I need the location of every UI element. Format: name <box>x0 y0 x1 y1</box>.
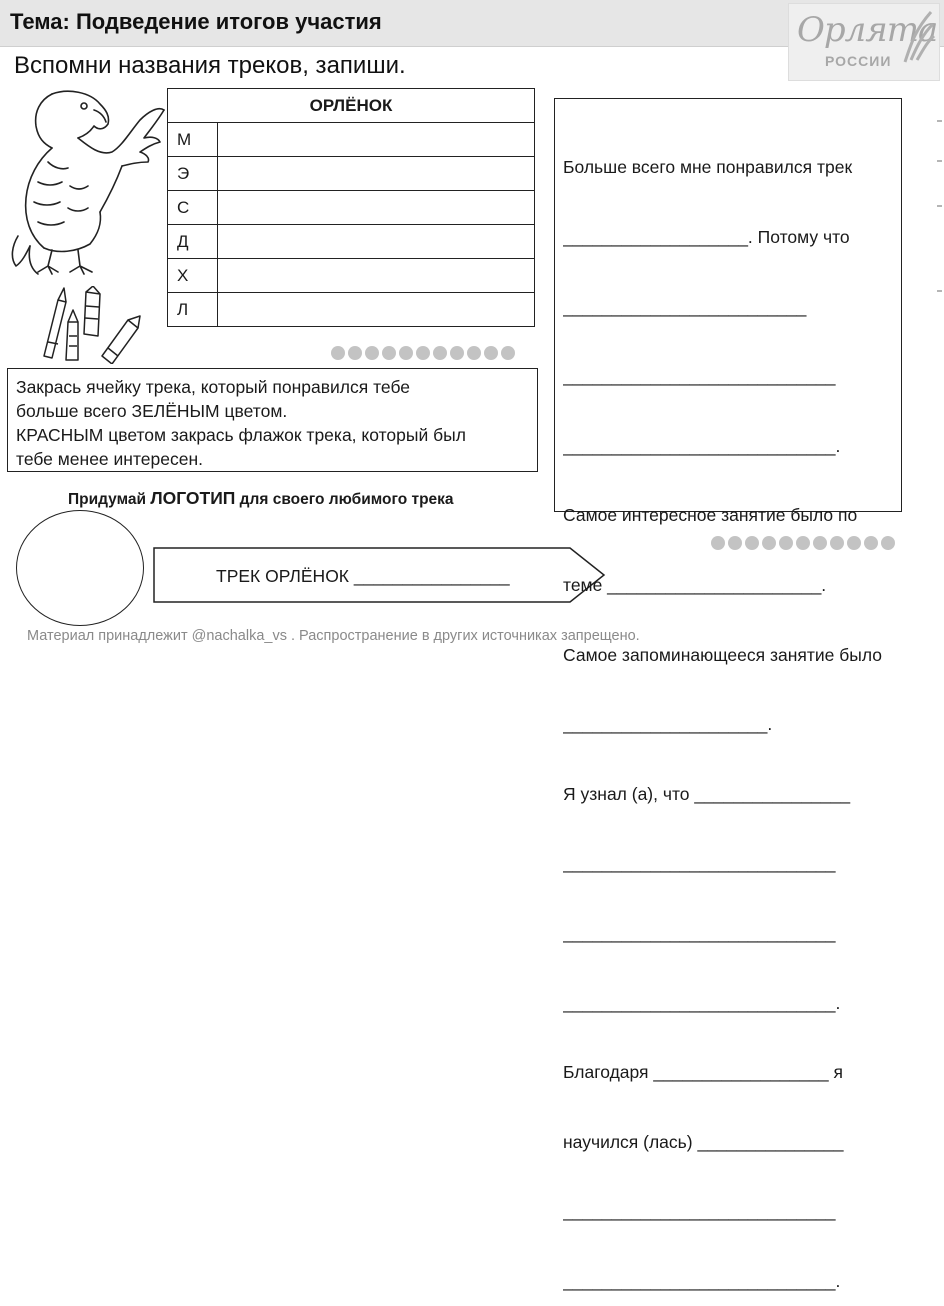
edge-mark <box>937 290 942 292</box>
dot-icon <box>365 346 379 360</box>
dot-icon <box>484 346 498 360</box>
track-name-cell[interactable] <box>218 191 535 225</box>
dot-icon <box>399 346 413 360</box>
copyright-footer: Материал принадлежит @nachalka_vs . Распространение в других источниках запрещено. <box>27 628 640 644</box>
dot-icon <box>331 346 345 360</box>
track-letter: С <box>168 191 218 225</box>
dot-icon <box>467 346 481 360</box>
instruction-line: больше всего ЗЕЛЁНЫМ цветом. <box>16 401 288 421</box>
reflection-line[interactable]: ____________________________ <box>563 853 836 874</box>
page-title: Тема: Подведение итогов участия <box>10 9 382 34</box>
edge-mark <box>937 160 942 162</box>
reflection-line: Самое запоминающееся занятие было <box>563 644 882 665</box>
logo-task-before: Придумай <box>68 491 151 508</box>
table-row <box>168 191 535 225</box>
dot-icon <box>433 346 447 360</box>
eagle-illustration-icon <box>8 86 168 276</box>
table-row <box>168 123 535 157</box>
track-table-title: ОРЛЁНОК <box>168 89 535 123</box>
instructions-box <box>7 368 538 472</box>
table-row <box>168 225 535 259</box>
dot-icon <box>450 346 464 360</box>
logo-task-after: для своего любимого трека <box>235 491 454 508</box>
track-label[interactable]: ТРЕК ОРЛЁНОК ________________ <box>216 566 510 586</box>
logo-task-heading <box>68 488 454 509</box>
reflection-line[interactable]: ____________________________. <box>563 435 841 456</box>
reflection-line[interactable]: ____________________________ <box>563 1201 836 1222</box>
track-name-cell[interactable] <box>218 259 535 293</box>
logo-word: Орлята <box>797 10 938 50</box>
logo-task-emphasis: ЛОГОТИП <box>150 488 236 508</box>
table-row <box>168 259 535 293</box>
table-row <box>168 157 535 191</box>
track-letter: М <box>168 123 218 157</box>
reflection-line[interactable]: ___________________. Потому что <box>563 227 850 247</box>
dot-icon <box>348 346 362 360</box>
track-letter: Д <box>168 225 218 259</box>
instruction-line: КРАСНЫМ цветом закрась флажок трека, который был <box>16 425 466 445</box>
track-name-cell[interactable] <box>218 157 535 191</box>
pencils-icon <box>36 286 144 364</box>
logo-drawing-circle[interactable] <box>16 510 144 626</box>
track-table <box>167 88 535 327</box>
reflection-line[interactable]: Я узнал (а), что ________________ <box>563 783 851 804</box>
edge-mark <box>937 120 942 122</box>
reflection-line[interactable]: теме ______________________. <box>563 574 827 595</box>
track-name-cell[interactable] <box>218 225 535 259</box>
instruction-line: Закрась ячейку трека, который понравился тебе <box>16 377 411 397</box>
dot-icon <box>501 346 515 360</box>
task-subtitle: Вспомни названия треков, запиши. <box>14 52 406 79</box>
reflection-line[interactable]: Благодаря __________________ я <box>563 1062 843 1083</box>
dot-icon <box>416 346 430 360</box>
reflection-line: Больше всего мне понравился трек <box>563 157 853 178</box>
reflection-line[interactable]: ____________________________ <box>563 922 836 943</box>
logo-subtitle: РОССИИ <box>825 53 892 69</box>
track-letter: Х <box>168 259 218 293</box>
reflection-line[interactable]: научился (лась) _______________ <box>563 1131 844 1152</box>
decorative-dots <box>331 346 515 360</box>
dot-icon <box>382 346 396 360</box>
reflection-line: Самое интересное занятие было по <box>563 505 858 526</box>
track-name-cell[interactable] <box>218 123 535 157</box>
reflection-line[interactable]: ____________________________. <box>563 1270 841 1291</box>
edge-mark <box>937 205 942 207</box>
table-row <box>168 293 535 327</box>
orlyata-logo <box>788 3 940 81</box>
wing-icon <box>901 8 935 64</box>
instruction-line: тебе менее интересен. <box>16 449 203 469</box>
track-name-cell[interactable] <box>218 293 535 327</box>
reflection-box <box>554 98 902 1291</box>
reflection-line[interactable]: _____________________. <box>563 714 773 735</box>
track-letter: Л <box>168 293 218 327</box>
reflection-line[interactable]: ____________________________ <box>563 366 836 387</box>
reflection-line[interactable]: _________________________ <box>563 296 807 317</box>
reflection-line[interactable]: ____________________________. <box>563 992 841 1013</box>
track-letter: Э <box>168 157 218 191</box>
